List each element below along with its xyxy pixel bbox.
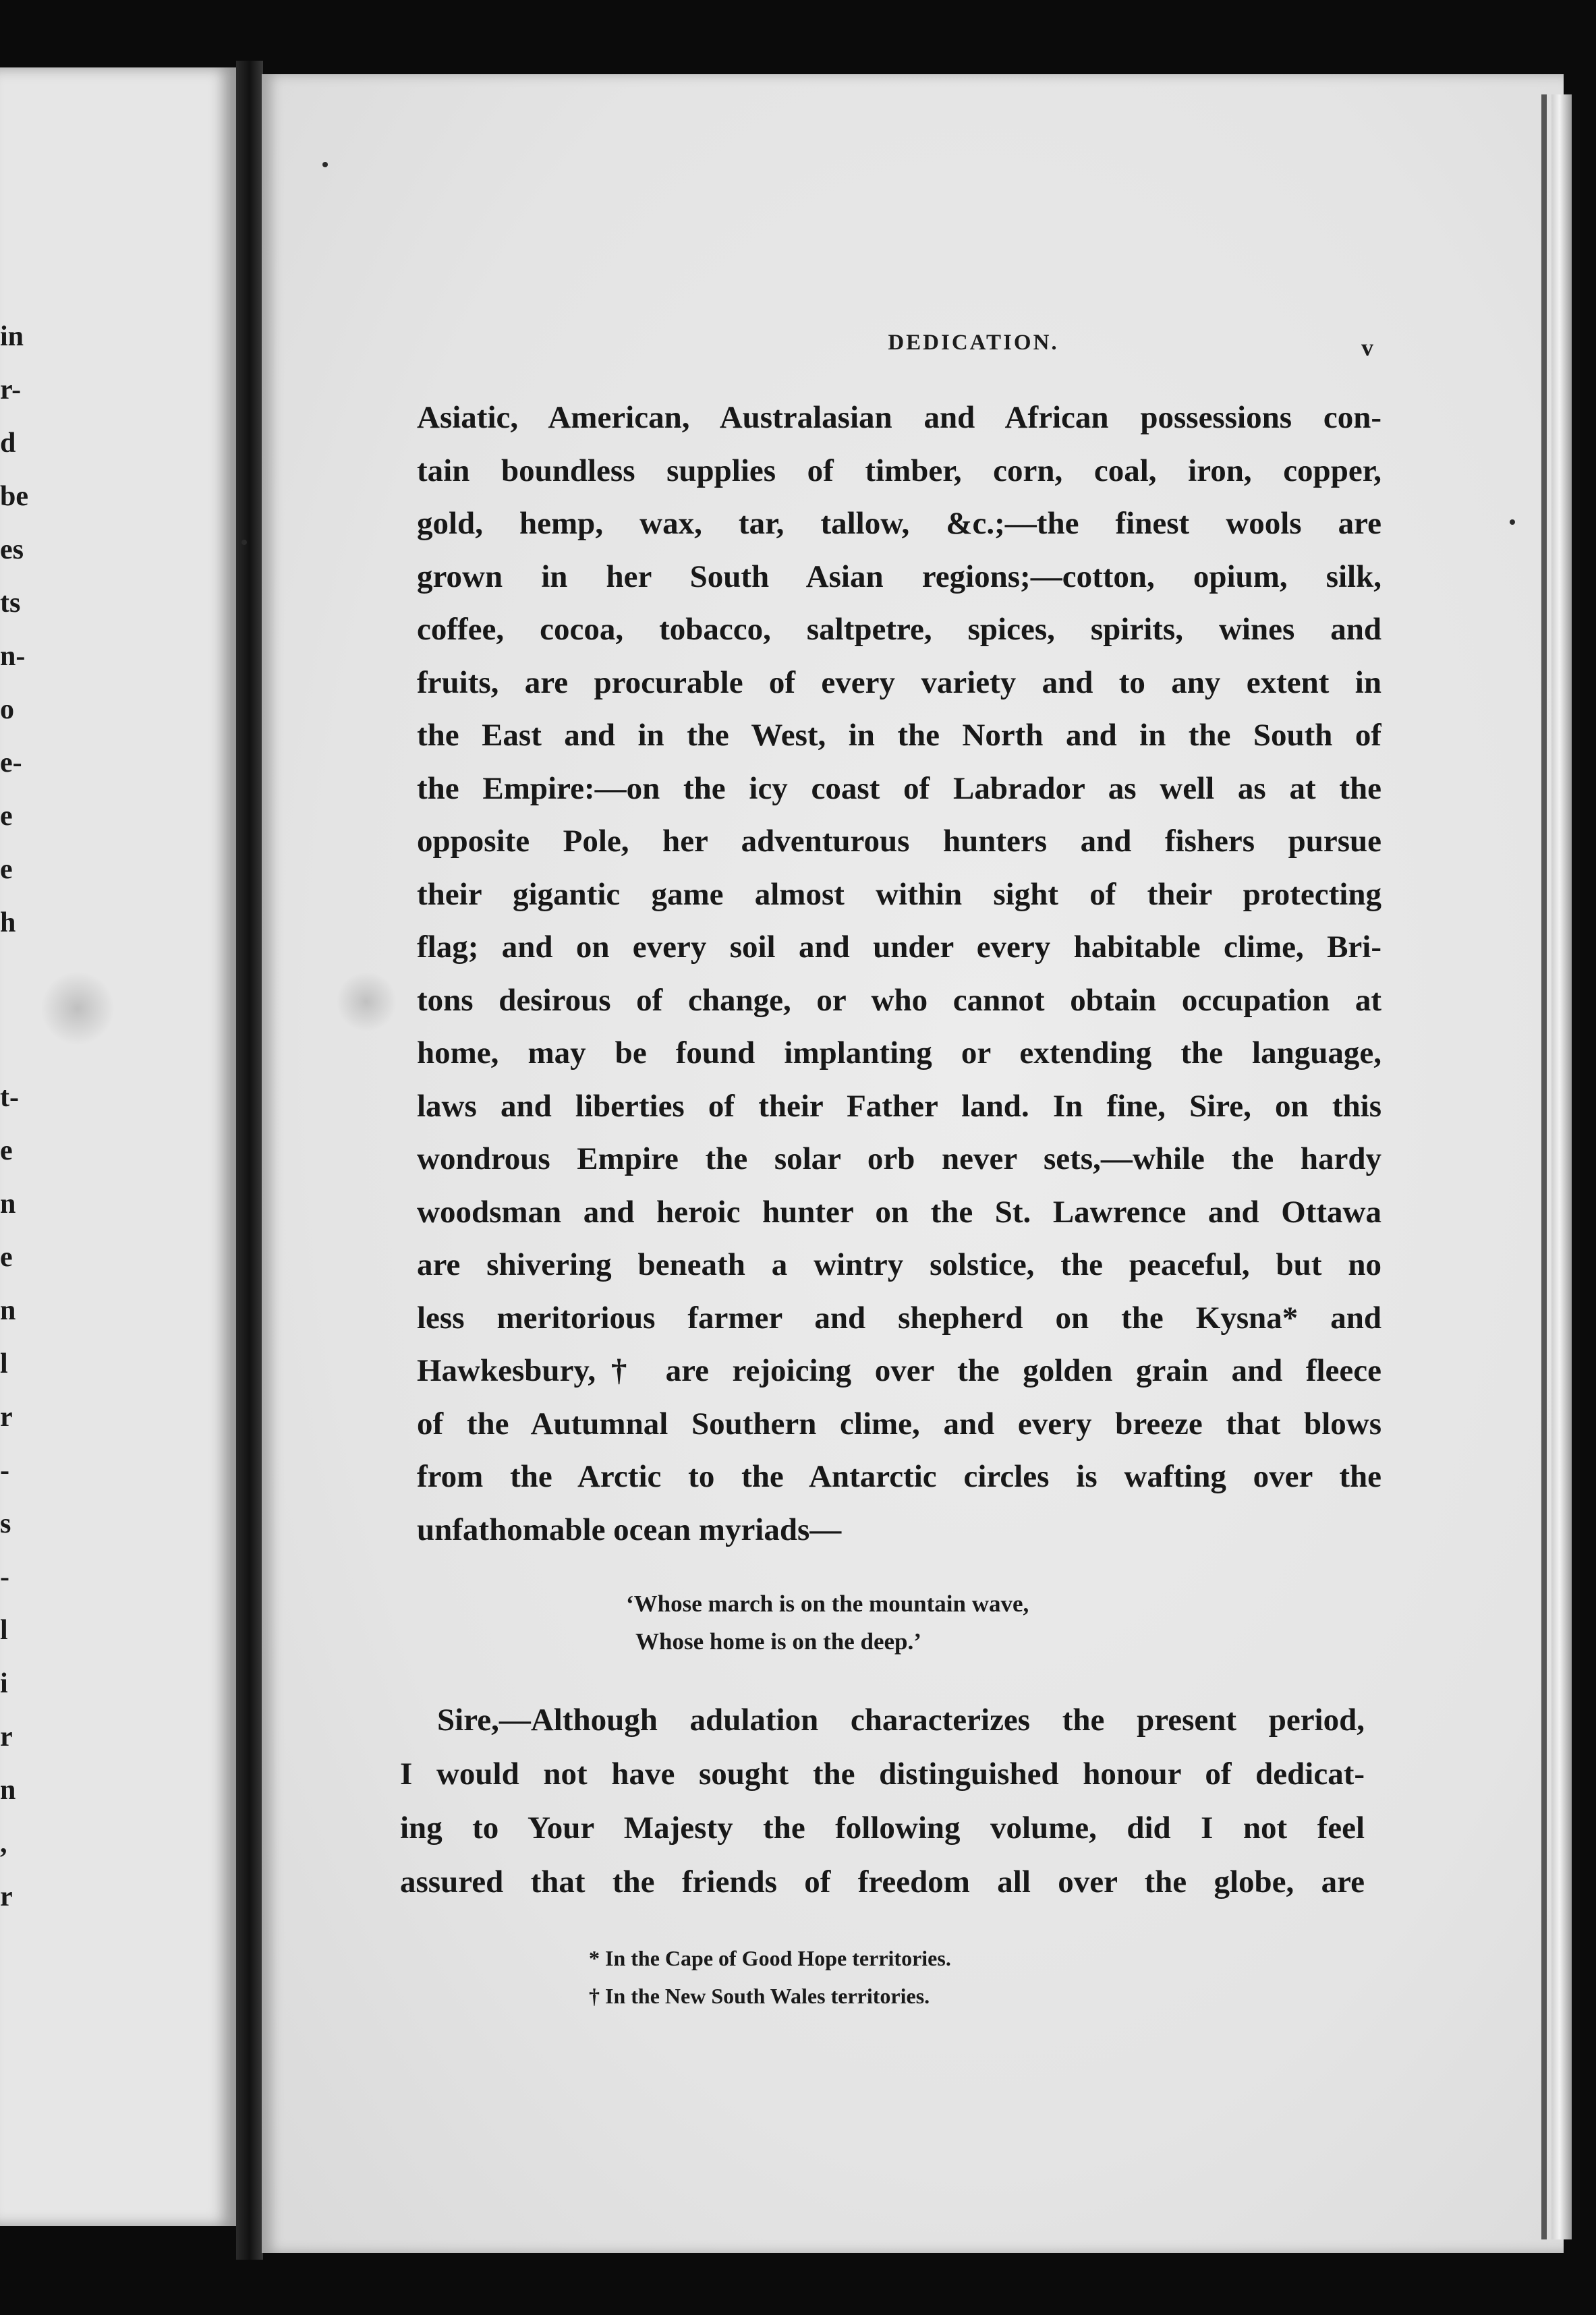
paper-speck <box>322 162 328 167</box>
left-fragment: n- <box>0 641 26 672</box>
left-fragment: n <box>0 1775 16 1806</box>
dedication-page <box>262 74 1564 2253</box>
text-line: Sire,—Although adulation characterizes the present period, <box>437 1703 1365 1738</box>
ink-smudge <box>40 971 115 1046</box>
ink-smudge <box>336 971 397 1032</box>
footnote: * In the Cape of Good Hope territories. <box>589 1946 951 1970</box>
left-fragment: t- <box>0 1082 19 1113</box>
left-fragment: l <box>0 1615 8 1646</box>
paper-speck <box>241 540 247 545</box>
text-line: I would not have sought the distinguished honour of dedicat- <box>400 1756 1365 1792</box>
text-line: opposite Pole, her adventurous hunters and fishers pursue <box>417 824 1381 859</box>
page-fold-line <box>1541 94 1547 2239</box>
text-line: fruits, are procurable of every variety and to any extent in <box>417 664 1381 700</box>
left-fragment: e- <box>0 747 22 778</box>
text-line: from the Arctic to the Antarctic circles is wafting over the <box>417 1459 1381 1494</box>
left-fragment: s <box>0 1508 11 1539</box>
left-fragment: i <box>0 1668 8 1699</box>
left-fragment: e <box>0 801 13 832</box>
left-fragment: r <box>0 1721 13 1752</box>
left-fragment: in <box>0 321 24 352</box>
text-line: grown in her South Asian regions;—cotton, opium, silk, <box>417 559 1381 594</box>
left-fragment: r- <box>0 374 22 405</box>
paragraph-1 <box>417 391 1381 1556</box>
text-line: tain boundless supplies of timber, corn, coal, iron, copper, <box>417 453 1381 488</box>
left-fragment: o <box>0 694 14 725</box>
text-line: of the Autumnal Southern clime, and every breeze that blows <box>417 1406 1381 1441</box>
left-fragment: e <box>0 1135 13 1166</box>
text-line: the Empire:—on the icy coast of Labrador as well as at the <box>417 770 1381 806</box>
left-page-text-fragments <box>0 310 40 1924</box>
footnotes <box>589 1939 951 2015</box>
text-line: ing to Your Majesty the following volume, did I not feel <box>400 1810 1365 1846</box>
running-head: DEDICATION. <box>888 331 1059 355</box>
left-fragment: , <box>0 1828 7 1859</box>
verse-quotation <box>626 1585 1029 1661</box>
text-line: Hawkesbury,† are rejoicing over the golden grain and fleece <box>417 1353 1381 1388</box>
text-line: coffee, cocoa, tobacco, saltpetre, spices, spirits, wines and <box>417 612 1381 647</box>
text-line: woodsman and heroic hunter on the St. Lawrence and Ottawa <box>417 1194 1381 1230</box>
left-fragment: n <box>0 1295 16 1326</box>
footnote: † In the New South Wales territories. <box>589 1984 930 2008</box>
text-line: less meritorious farmer and shepherd on the Kysna* and <box>417 1300 1381 1336</box>
text-line: wondrous Empire the solar orb never sets,—while the hardy <box>417 1141 1381 1176</box>
text-line: gold, hemp, wax, tar, tallow, &c.;—the finest wools are <box>417 506 1381 541</box>
text-line: flag; and on every soil and under every habitable clime, Bri- <box>417 930 1381 965</box>
page-number: v <box>1361 334 1373 361</box>
text-line: Asiatic, American, Australasian and African possessions con- <box>417 400 1381 435</box>
text-line: are shivering beneath a wintry solstice, the peaceful, but no <box>417 1247 1381 1282</box>
left-fragment: r <box>0 1881 13 1912</box>
left-fragment: n <box>0 1189 16 1220</box>
book-gutter <box>236 61 263 2260</box>
left-fragment: r <box>0 1402 13 1433</box>
left-page-gap <box>0 950 40 1071</box>
left-fragment: be <box>0 481 28 512</box>
text-line: home, may be found implanting or extending the language, <box>417 1035 1381 1070</box>
left-fragment: h <box>0 907 16 938</box>
left-facing-page <box>0 67 236 2226</box>
text-line: assured that the friends of freedom all over the globe, are <box>400 1864 1365 1899</box>
quote-line: Whose home is on the deep.’ <box>635 1628 921 1655</box>
text-line: laws and liberties of their Father land. In fine, Sire, on this <box>417 1088 1381 1124</box>
paper-speck <box>1510 519 1515 525</box>
left-fragment: es <box>0 534 24 565</box>
text-line: the East and in the West, in the North and in the South of <box>417 718 1381 753</box>
left-fragment: e <box>0 1242 13 1273</box>
text-line: unfathomable ocean myriads— <box>417 1512 842 1547</box>
left-fragment: - <box>0 1562 9 1593</box>
left-fragment: l <box>0 1348 8 1379</box>
left-fragment: ts <box>0 588 21 619</box>
text-line: tons desirous of change, or who cannot obtain occupation at <box>417 982 1381 1018</box>
page-edge <box>1551 94 1572 2239</box>
left-fragment: e <box>0 854 13 885</box>
left-fragment: - <box>0 1455 9 1486</box>
left-fragment: d <box>0 428 16 459</box>
text-line: their gigantic game almost within sight of their protecting <box>417 876 1381 912</box>
quote-line: ‘Whose march is on the mountain wave, <box>626 1591 1029 1617</box>
paragraph-2 <box>400 1693 1365 1909</box>
